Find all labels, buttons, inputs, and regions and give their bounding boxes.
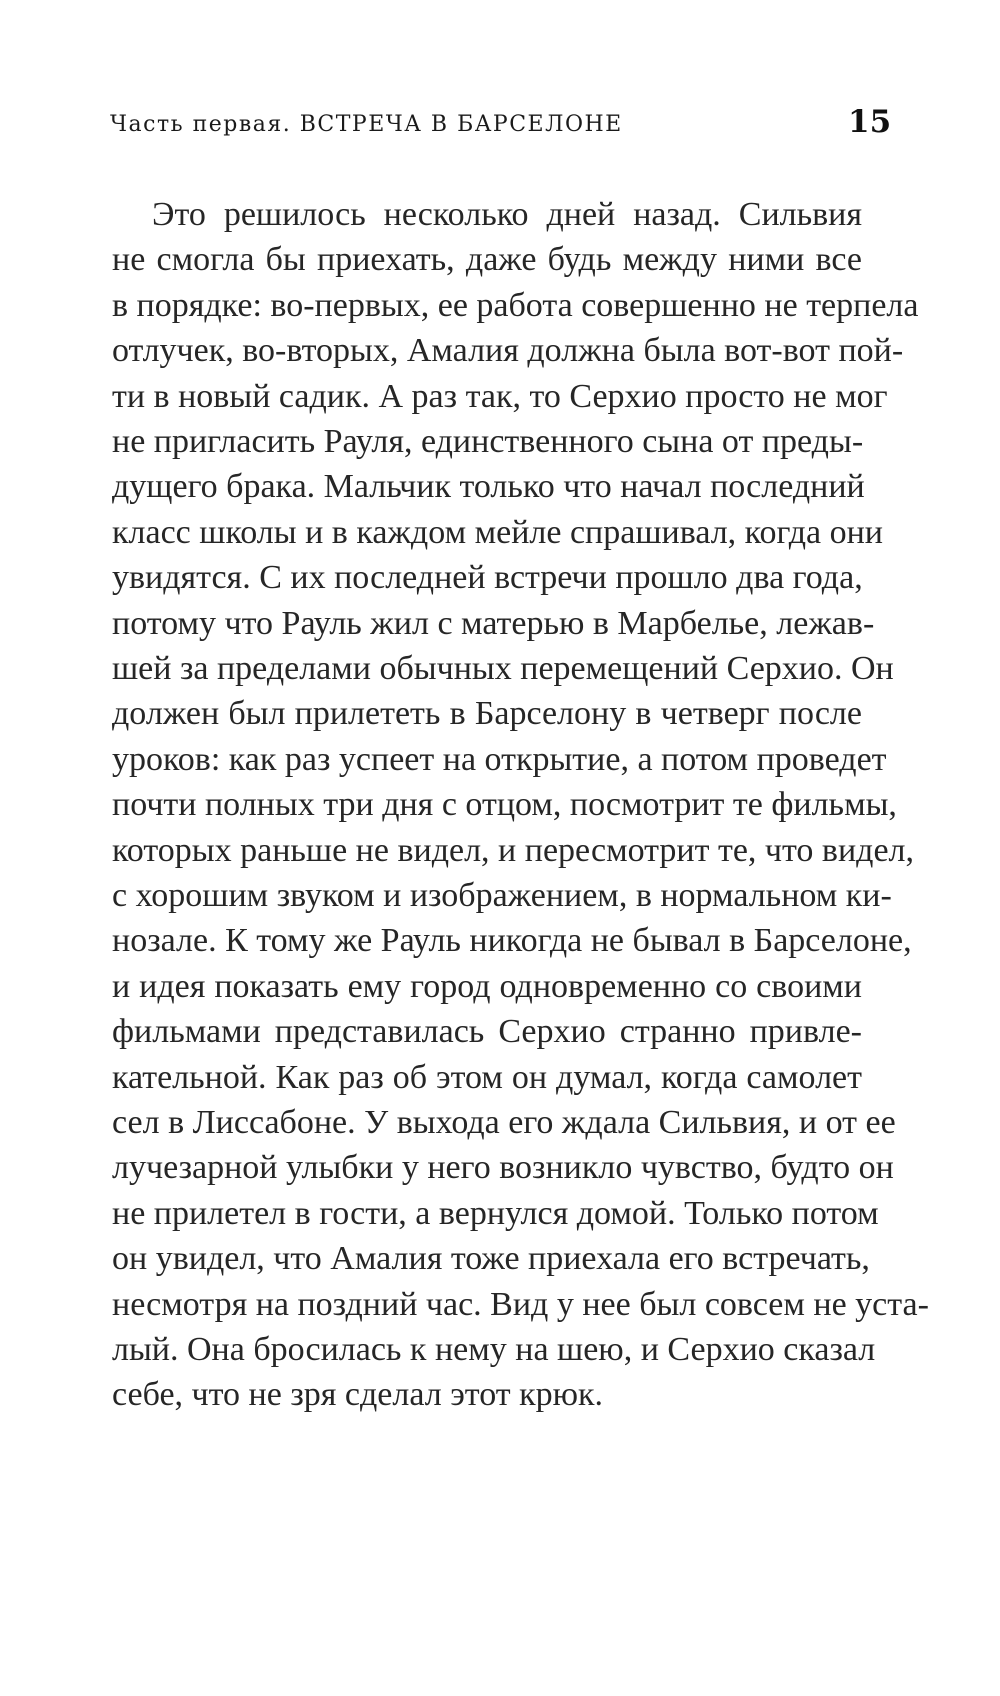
text-line: себе, что не зря сделал этот крюк. [112,1376,604,1414]
page-number: 15 [848,104,892,140]
text-line: с хорошим звуком и изображением, в нормальном ки- [112,877,892,914]
text-line: класс школы и в каждом мейле спрашивал, когда они [112,513,883,551]
text-line: лучезарной улыбки у него возникло чувство, будто он [112,1149,894,1187]
text-line: в порядке: во-первых, ее работа совершенно не терпела [112,286,919,324]
text-line: он увидел, что Амалия тоже приехала его встречать, [112,1240,870,1278]
text-line: должен был прилететь в Барселону в четверг после [112,695,862,733]
text-line: не прилетел в гости, а вернулся домой. Только потом [112,1194,879,1232]
text-line: не пригласить Рауля, единственного сына от преды- [112,423,864,460]
text-line: ти в новый садик. А раз так, то Серхио просто не мог [112,377,888,415]
text-line: несмотря на поздний час. Вид у нее был совсем не уста- [112,1285,929,1323]
running-head-section-title: Часть первая. ВСТРЕЧА В БАРСЕЛОНЕ [110,112,623,137]
text-line: кательной. Как раз об этом он думал, когда самолет [112,1058,862,1096]
text-line: которых раньше не видел, и пересмотрит те, что видел, [112,831,915,869]
text-line: Это решилось несколько дней назад. Сильвия [152,196,862,233]
text-line: увидятся. С их последней встречи прошло два года, [112,559,863,597]
text-line: дущего брака. Мальчик только что начал последний [112,468,865,506]
text-line: и идея показать ему город одновременно со своими [112,967,862,1005]
text-line: не смогла бы приехать, даже будь между ними все [112,241,862,279]
text-line: отлучек, во-вторых, Амалия должна была вот-вот пой- [112,332,904,370]
text-line: сел в Лиссабоне. У выхода его ждала Сильвия, и от ее [112,1104,896,1141]
text-line: почти полных три дня с отцом, посмотрит те фильмы, [112,786,897,824]
text-line: потому что Рауль жил с матерью в Марбелье, лежав- [112,604,875,642]
text-line: фильмами представилась Серхио странно привле- [112,1013,862,1051]
text-line: уроков: как раз успеет на открытие, а потом проведет [112,740,887,778]
text-line: нозале. К тому же Рауль никогда не бывал в Барселоне, [112,922,912,960]
text-line: лый. Она бросилась к нему на шею, и Серхио сказал [112,1331,876,1368]
text-line: шей за пределами обычных перемещений Серхио. Он [112,650,894,687]
